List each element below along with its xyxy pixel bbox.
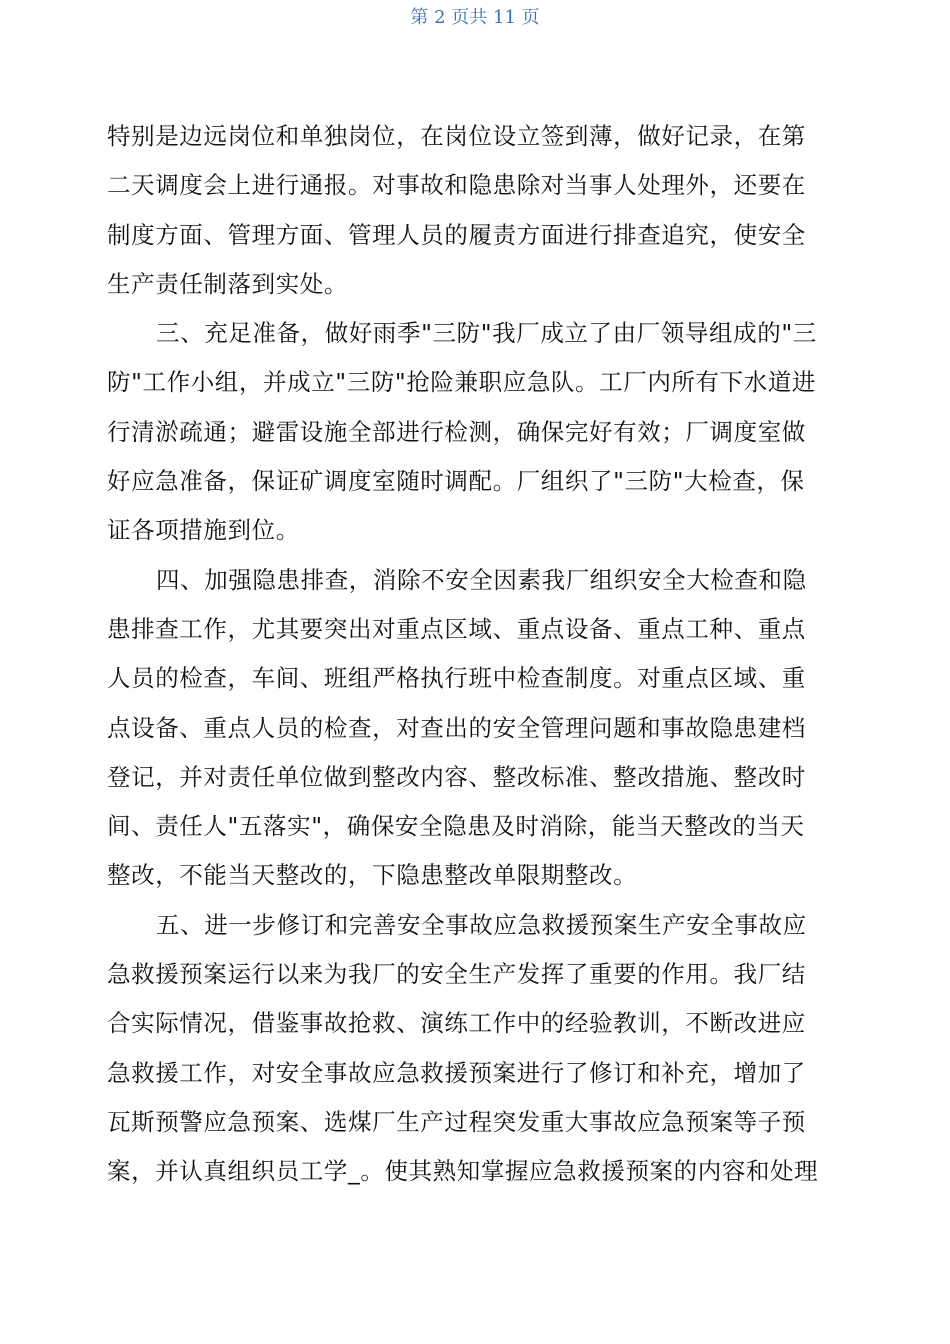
text-line: 急救援工作，对安全事故应急救援预案进行了修订和补充，增加了 — [107, 1058, 806, 1087]
text-line: 证各项措施到位。 — [107, 516, 300, 545]
paragraph — [107, 112, 843, 309]
text-line: 生产责任制落到实处。 — [107, 269, 348, 298]
text-line: 行清淤疏通；避雷设施全部进行检测，确保完好有效；厂调度室做 — [107, 417, 806, 446]
text-line: 患排查工作，尤其要突出对重点区域、重点设备、重点工种、重点 — [107, 614, 806, 643]
text-line: 防"工作小组，并成立"三防"抢险兼职应急队。工厂内所有下水道进 — [107, 368, 817, 397]
text-line: 登记，并对责任单位做到整改内容、整改标准、整改措施、整改时 — [107, 762, 806, 791]
document-body — [107, 112, 843, 1197]
paragraph — [107, 901, 843, 1197]
text-line: 点设备、重点人员的检查，对查出的安全管理问题和事故隐患建档 — [107, 713, 806, 742]
text-line: 案，并认真组织员工学_。使其熟知掌握应急救援预案的内容和处理 — [107, 1157, 819, 1186]
paragraph — [107, 556, 843, 901]
paragraph — [107, 309, 843, 555]
text-line: 好应急准备，保证矿调度室随时调配。厂组织了"三防"大检查，保 — [107, 467, 805, 496]
text-line: 特别是边远岗位和单独岗位，在岗位设立签到薄，做好记录，在第 — [107, 122, 806, 150]
text-line: 急救援预案运行以来为我厂的安全生产发挥了重要的作用。我厂结 — [107, 960, 806, 989]
text-line: 五、进一步修订和完善安全事故应急救援预案生产安全事故应 — [156, 910, 807, 939]
text-line: 合实际情况，借鉴事故抢救、演练工作中的经验教训，不断改进应 — [107, 1009, 806, 1038]
text-line: 整改，不能当天整改的，下隐患整改单限期整改。 — [107, 861, 638, 890]
text-line: 三、充足准备，做好雨季"三防"我厂成立了由厂领导组成的"三 — [156, 319, 817, 348]
text-line: 瓦斯预警应急预案、选煤厂生产过程突发重大事故应急预案等子预 — [107, 1107, 806, 1136]
text-line: 四、加强隐患排查，消除不安全因素我厂组织安全大检查和隐 — [156, 565, 807, 594]
text-line: 间、责任人"五落实"，确保安全隐患及时消除，能当天整改的当天 — [107, 812, 805, 841]
page-indicator: 第 2 页共 11 页 — [410, 7, 540, 28]
text-line: 人员的检查，车间、班组严格执行班中检查制度。对重点区域、重 — [107, 664, 806, 693]
text-line: 二天调度会上进行通报。对事故和隐患除对当事人处理外，还要在 — [107, 171, 806, 200]
text-line: 制度方面、管理方面、管理人员的履责方面进行排查追究，使安全 — [107, 220, 806, 249]
